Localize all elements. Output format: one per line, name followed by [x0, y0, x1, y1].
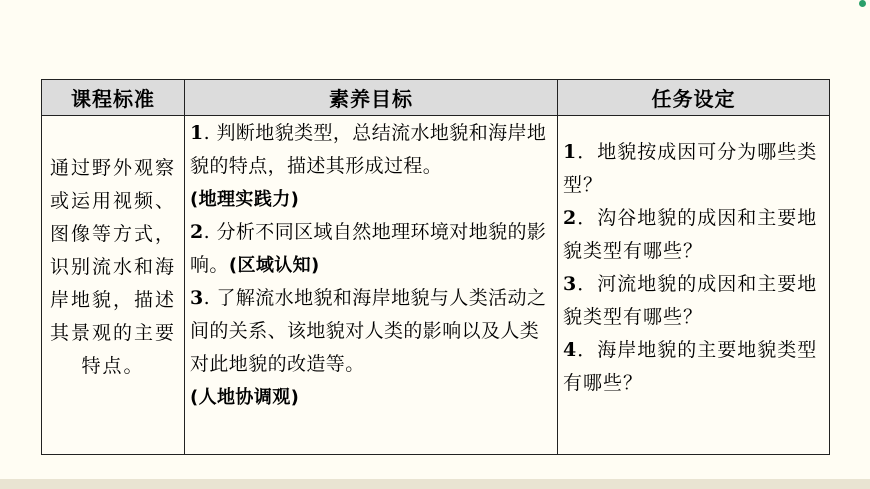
goal-tag: (地理实践力) — [190, 189, 300, 210]
goal-tag: (区域认知) — [228, 255, 320, 276]
task-text: ．河流地貌的成因和主要地貌类型有哪些？ — [563, 273, 818, 328]
corner-dot — [859, 0, 866, 7]
goal-item — [190, 216, 555, 282]
curriculum-table — [41, 79, 830, 455]
task-text: ．沟谷地貌的成因和主要地貌类型有哪些？ — [563, 207, 818, 262]
header-curriculum-standard: 课程标准 — [42, 80, 185, 116]
header-task-setting: 任务设定 — [558, 80, 830, 116]
table-row — [42, 116, 830, 455]
task-setting-cell — [558, 116, 830, 455]
goal-text: . 了解流水地貌和海岸地貌与人类活动之间的关系、该地貌对人类的影响以及人类对此地貌的改造等。 — [190, 287, 547, 375]
goal-number: 2 — [190, 221, 204, 243]
goal-text: . 分析不同区域自然地理环境对地貌的影响。 — [190, 221, 547, 276]
curriculum-standard-cell: 通过野外观察或运用视频、图像等方式，识别流水和海岸地貌，描述其景观的主要特点。 — [42, 116, 185, 455]
task-number: 2 — [563, 207, 578, 229]
goal-item — [190, 282, 555, 414]
literacy-goals-cell — [185, 116, 558, 455]
task-text: ．地貌按成因可分为哪些类型？ — [563, 141, 818, 196]
goal-tag: (人地协调观) — [190, 387, 300, 408]
task-item — [563, 136, 823, 202]
task-text: ．海岸地貌的主要地貌类型有哪些？ — [563, 339, 818, 394]
goal-number: 1 — [190, 122, 204, 144]
task-number: 3 — [563, 273, 578, 295]
header-literacy-goals: 素养目标 — [185, 80, 558, 116]
task-number: 1 — [563, 141, 578, 163]
task-item — [563, 202, 823, 268]
goal-number: 3 — [190, 287, 204, 309]
task-item — [563, 334, 823, 400]
goal-text: . 判断地貌类型，总结流水地貌和海岸地貌的特点，描述其形成过程。 — [190, 122, 547, 177]
goal-item — [190, 117, 555, 216]
task-item — [563, 268, 823, 334]
bottom-band — [0, 479, 870, 489]
task-number: 4 — [563, 339, 578, 361]
table-header-row — [42, 80, 830, 116]
